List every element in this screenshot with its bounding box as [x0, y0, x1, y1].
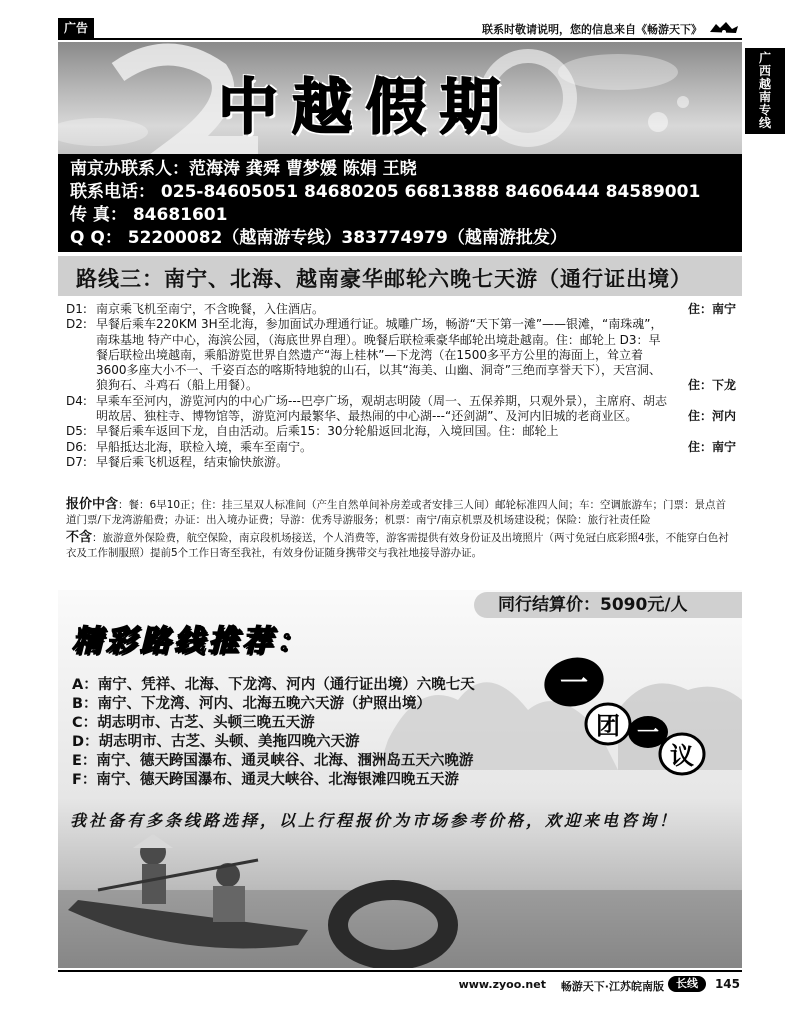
day-stay: 住：下龙 — [687, 378, 736, 393]
day-label: D4: — [66, 393, 87, 408]
page-footer — [58, 970, 742, 994]
day-label: D5: — [66, 424, 87, 439]
recommend-list — [72, 676, 475, 790]
itinerary-day — [66, 440, 736, 455]
list-item: E：南宁、德天跨国瀑布、通灵峡谷、北海、涠洲岛五天六晚游 — [72, 753, 474, 769]
price-includes — [66, 497, 736, 528]
itinerary-day — [66, 394, 736, 425]
day-stay: 住：河内 — [687, 409, 736, 424]
list-item: B：南宁、下龙湾、河内、北海五晚六天游（护照出境） — [72, 696, 432, 712]
day-label: D2: — [66, 317, 87, 332]
day-text: 早餐后乘车220KM 3H至北海，参加面试办理通行证。城雕广场，畅游“天下第一滩”——银滩，“南珠魂”，南珠基地 特产中心，海滨公园，（海底世界自理）。晚餐后联检乘豪华邮轮出境赴越南。住：邮轮上 D3：早餐后联检出境越南，乘船游览世界自然遗产“海上桂林”—下龙湾（在1500多平方公里的海面上，耸立着3600多座大小不一、千姿百态的喀斯特地貌的山石，以其“海美、山幽、洞奇”三绝而享誉天下），天宫洞、狼狗石、斗鸡石（船上用餐）。 — [96, 317, 663, 393]
itinerary-day — [66, 317, 736, 393]
pricing-block — [66, 497, 736, 563]
itinerary — [66, 302, 736, 470]
hero-banner — [58, 42, 742, 154]
day-label: D1: — [66, 302, 87, 316]
closing-slogan: 我社备有多条线路选择，以上行程报价为市场参考价格，欢迎来电咨询！ — [70, 811, 679, 830]
day-text: 早餐后乘车返回下龙，自由活动。后乘15：30分轮船返回北海，入境回国。住：邮轮上 — [96, 424, 559, 439]
page-number: 145 — [714, 977, 740, 991]
day-label: D6: — [66, 439, 87, 454]
itinerary-day — [66, 302, 736, 317]
day-text: 早餐后乘飞机返程，结束愉快旅游。 — [96, 454, 289, 469]
price-excludes-label: 不含 — [66, 530, 93, 545]
price-includes-text: ：餐：6早10正；住：挂三星双人标准间（产生自然单间补房差或者安排三人间）邮轮标准四人间；车：空调旅游车；门票：景点首道门票/下龙湾游船费；办证：出入境办证费；导游：优秀导游服务；机票：南宁/南京机票及机场建设税；保险：旅行社责任险 — [66, 499, 727, 526]
svg-text:一: 一 — [636, 721, 660, 746]
contact-block — [58, 154, 742, 252]
trade-price-badge: 同行结算价：5090元/人 — [474, 592, 742, 618]
side-category-tab: 广 西 越 南 专 线 — [745, 48, 785, 134]
ad-tag: 广告 — [58, 18, 94, 38]
one-group-one-deal-badge — [536, 648, 716, 778]
footer-website: www.zyoo.net — [458, 978, 546, 991]
svg-text:议: 议 — [670, 742, 694, 770]
contact-phones: 联系电话： 025-84605051 84680205 66813888 84606444 84589001 — [70, 182, 701, 202]
itinerary-day — [66, 455, 736, 470]
price-excludes — [66, 530, 736, 561]
top-bar — [58, 18, 742, 40]
day-text: 早船抵达北海，联检入境，乘车至南宁。 — [96, 439, 313, 454]
day-stay: 住：南宁 — [687, 439, 736, 454]
footer-section-tab: 长线 — [668, 976, 706, 992]
day-stay: 住：南宁 — [687, 302, 736, 316]
publication-logo-icon — [708, 20, 740, 36]
itinerary-day — [66, 424, 736, 439]
list-item: C：胡志明市、古芝、头顿三晚五天游 — [72, 715, 315, 731]
route-title: 路线三：南宁、北海、越南豪华邮轮六晚七天游（通行证出境） — [76, 267, 692, 291]
price-includes-label: 报价中含 — [66, 497, 119, 512]
route-title-bar — [58, 256, 742, 296]
recommend-title: 精彩路线推荐： — [72, 624, 310, 659]
contact-persons: 南京办联系人：范海涛 龚舜 曹梦媛 陈娟 王晓 — [70, 159, 417, 179]
price-excludes-text: ：旅游意外保险费，航空保险，南京段机场接送，个人消费等，游客需提供有效身份证及出境照片（两寸免冠白底彩照4张，不能穿白色衬衣及工作制服照）提前5个工作日寄至我社，有效身份证随身携带交与我社地接导游办证。 — [66, 532, 729, 559]
day-text: 南京乘飞机至南宁，不含晚餐，入住酒店。 — [96, 302, 325, 316]
list-item: A：南宁、凭祥、北海、下龙湾、河内（通行证出境）六晚七天 — [72, 677, 475, 693]
source-note: 联系时敬请说明，您的信息来自《畅游天下》 — [482, 23, 702, 36]
contact-fax: 传 真： 84681601 — [70, 205, 228, 225]
day-label: D7: — [66, 454, 87, 469]
day-text: 早乘车至河内，游览河内的中心广场---巴亭广场，观胡志明陵（周一、五保养期，只观外景），主席府、胡志明故居、独柱寺、博物馆等，游览河内最繁华、最热闹的中心湖---“还剑湖”、及河内旧城的老商业区。 — [96, 393, 667, 424]
list-item: D：胡志明市、古芝、头顿、美拖四晚六天游 — [72, 734, 360, 750]
svg-text:团: 团 — [596, 712, 620, 740]
list-item: F：南宁、德天跨国瀑布、通灵大峡谷、北海银滩四晚五天游 — [72, 772, 459, 788]
footer-publication: 畅游天下·江苏皖南版 — [560, 980, 664, 993]
hero-title: 中越假期 — [218, 73, 514, 143]
svg-text:一: 一 — [559, 666, 589, 699]
contact-qq: Q Q： 52200082（越南游专线）383774979（越南游批发） — [70, 228, 567, 248]
